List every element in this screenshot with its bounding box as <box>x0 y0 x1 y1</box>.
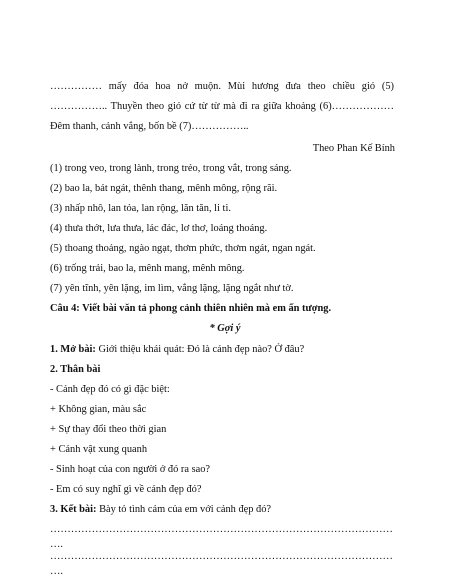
intro-text: Giới thiệu khái quát: Đó là cảnh đẹp nào? Ở đâu? <box>95 343 305 355</box>
conclusion-label: 3. Kết bài: <box>50 504 97 516</box>
body-item-5: - Sinh hoạt của con người ở đó ra sao? <box>50 464 211 476</box>
option-1: (1) trong veo, trong lành, trong trẻo, trong vắt, trong sáng. <box>50 162 292 174</box>
outline-body-label: 2. Thân bài <box>50 363 101 375</box>
passage-source: Theo Phan Kế Bính <box>312 142 395 154</box>
body-item-1: - Cảnh đẹp đó có gì đặc biệt: <box>50 384 170 395</box>
body-item-2: + Không gian, màu sắc <box>50 404 147 416</box>
option-2: (2) bao la, bát ngát, thênh thang, mênh mông, rộng rãi. <box>50 182 278 194</box>
body-item-4: + Cảnh vật xung quanh <box>50 444 148 456</box>
body-item-3: + Sự thay đổi theo thời gian <box>50 424 167 436</box>
passage-line-2: …………….. Thuyền theo gió cứ từ từ mà đi ra giữa khoảng (6)……………… <box>50 101 394 112</box>
conclusion-text: Bày tỏ tình cảm của em với cảnh đẹp đó? <box>96 504 272 516</box>
option-4: (4) thưa thớt, lưa thưa, lác đác, lơ thơ, loáng thoáng. <box>50 222 268 234</box>
answer-line-2: ……………………………………………………………………………………… <box>50 550 393 562</box>
question-4-text: Viết bài văn tả phong cảnh thiên nhiên mà em ấn tượng. <box>79 303 332 314</box>
answer-line-1-end: …. <box>50 539 63 551</box>
outline-intro <box>50 343 304 356</box>
option-5: (5) thoang thoảng, ngào ngạt, thơm phức, thơm ngát, ngan ngát. <box>50 242 316 254</box>
outline-conclusion <box>50 503 271 516</box>
body-item-6: - Em có suy nghĩ gì về cảnh đẹp đó? <box>50 484 202 496</box>
answer-line-2-end: …. <box>50 566 63 577</box>
answer-line-1: ……………………………………………………………………………………… <box>50 524 393 536</box>
intro-label: 1. Mở bài: <box>50 343 96 355</box>
hint-heading: * Gợi ý <box>209 323 241 335</box>
passage-line-3: Đêm thanh, cảnh vắng, bốn bề (7)…………….. <box>50 121 249 133</box>
question-4 <box>50 302 331 315</box>
option-3: (3) nhấp nhô, lan tỏa, lan rộng, lăn tăn, li ti. <box>50 202 231 214</box>
passage-line-1: …………… mấy đóa hoa nở muộn. Mùi hương đưa theo chiều gió (5) <box>50 81 394 92</box>
question-4-label: Câu 4: <box>50 303 80 314</box>
option-6: (6) trống trải, bao la, mênh mang, mênh mông. <box>50 262 245 274</box>
option-7: (7) yên tĩnh, yên lặng, im lìm, vắng lặng, lặng ngắt như tờ. <box>50 283 294 294</box>
